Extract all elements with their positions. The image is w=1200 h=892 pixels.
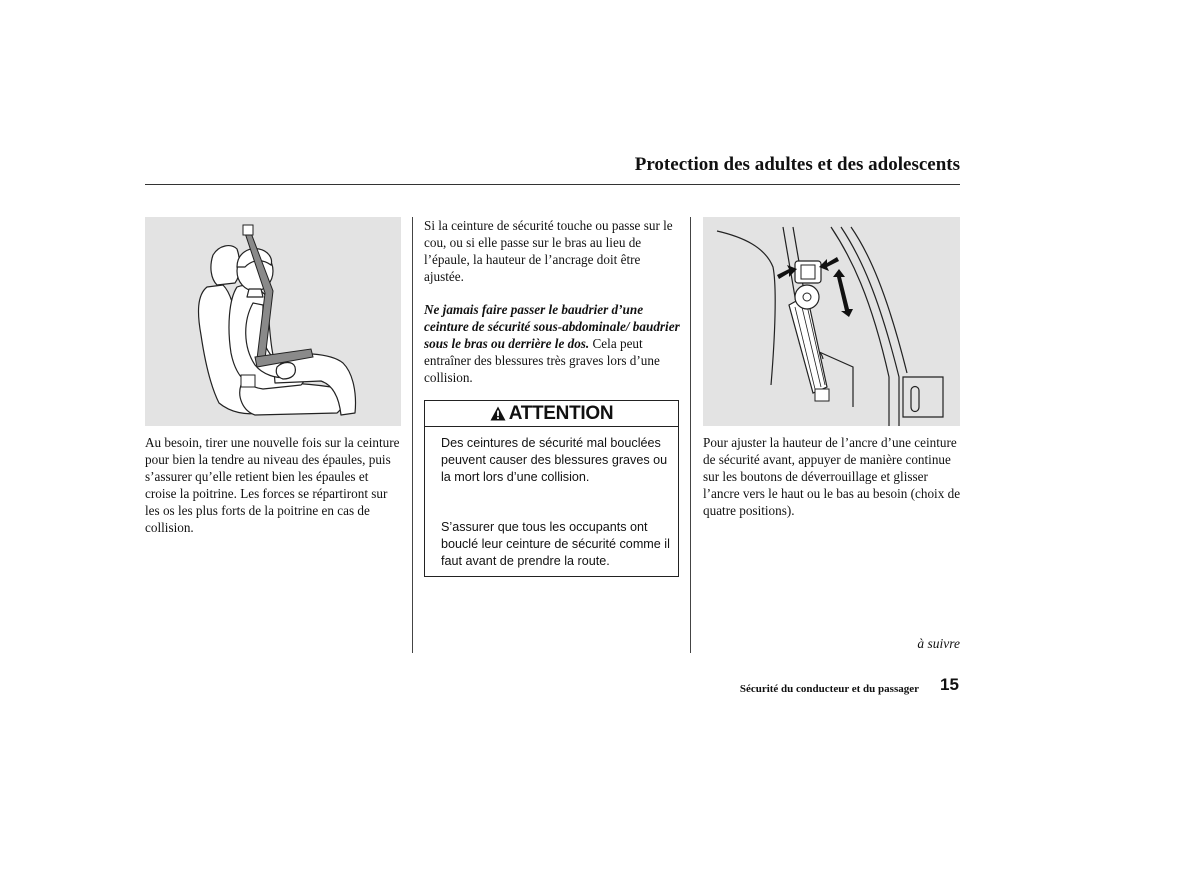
shoulder-anchor-adjustment-illustration xyxy=(703,217,960,426)
page-number: 15 xyxy=(940,675,959,694)
column-divider-right xyxy=(690,217,691,653)
attention-title: ATTENTION xyxy=(508,402,614,424)
attention-paragraph-2: S’assurer que tous les occupants ont bouclé leur ceinture de sécurité comme il faut avant de prendre la route. xyxy=(441,520,670,568)
belt-misuse-warning-rest: Cela peut entraîner des blessures très graves lors d’une collision. xyxy=(424,336,660,385)
warning-triangle-icon xyxy=(490,406,506,421)
footer-section-title: Sécurité du conducteur et du passager xyxy=(739,683,919,695)
seated-adult-with-seatbelt-illustration xyxy=(145,217,401,426)
right-paragraph: Pour ajuster la hauteur de l’ancre d’une ceinture de sécurité avant, appuyer de manière continue sur les boutons de déverrouillage et glisser l’ancre vers le haut ou le bas au besoin (choix de quatre positions). xyxy=(703,435,961,518)
attention-paragraph-1: Des ceintures de sécurité mal bouclées peuvent causer des blessures graves ou la mort lors d’une collision. xyxy=(441,436,668,484)
attention-header xyxy=(425,401,678,427)
title-divider xyxy=(145,184,960,185)
continued-note: à suivre xyxy=(917,636,960,651)
shoulder-anchor-figure xyxy=(703,217,960,426)
belt-misuse-warning xyxy=(424,301,682,386)
left-paragraph: Au besoin, tirer une nouvelle fois sur la ceinture pour bien la tendre au niveau des épaules, puis s’assurer qu’elle retient bien les épaules et croise la poitrine. Les forces se répartiront sur les os les plus forts de la poitrine en cas de collision. xyxy=(145,435,400,535)
page-title: Protection des adultes et des adolescents xyxy=(634,154,960,175)
attention-box xyxy=(424,400,679,577)
belt-misuse-warning-bold: Ne jamais faire passer le baudrier d’une ceinture de sécurité sous-abdominale/ baudrier sous le bras ou derrière le dos. xyxy=(424,302,680,351)
anchor-adjust-intro: Si la ceinture de sécurité touche ou passe sur le cou, ou si elle passe sur le bras au lieu de l’épaule, la hauteur de l’ancrage doit être ajustée. xyxy=(424,218,673,284)
seated-adult-figure xyxy=(145,217,401,426)
column-divider-left xyxy=(412,217,413,653)
